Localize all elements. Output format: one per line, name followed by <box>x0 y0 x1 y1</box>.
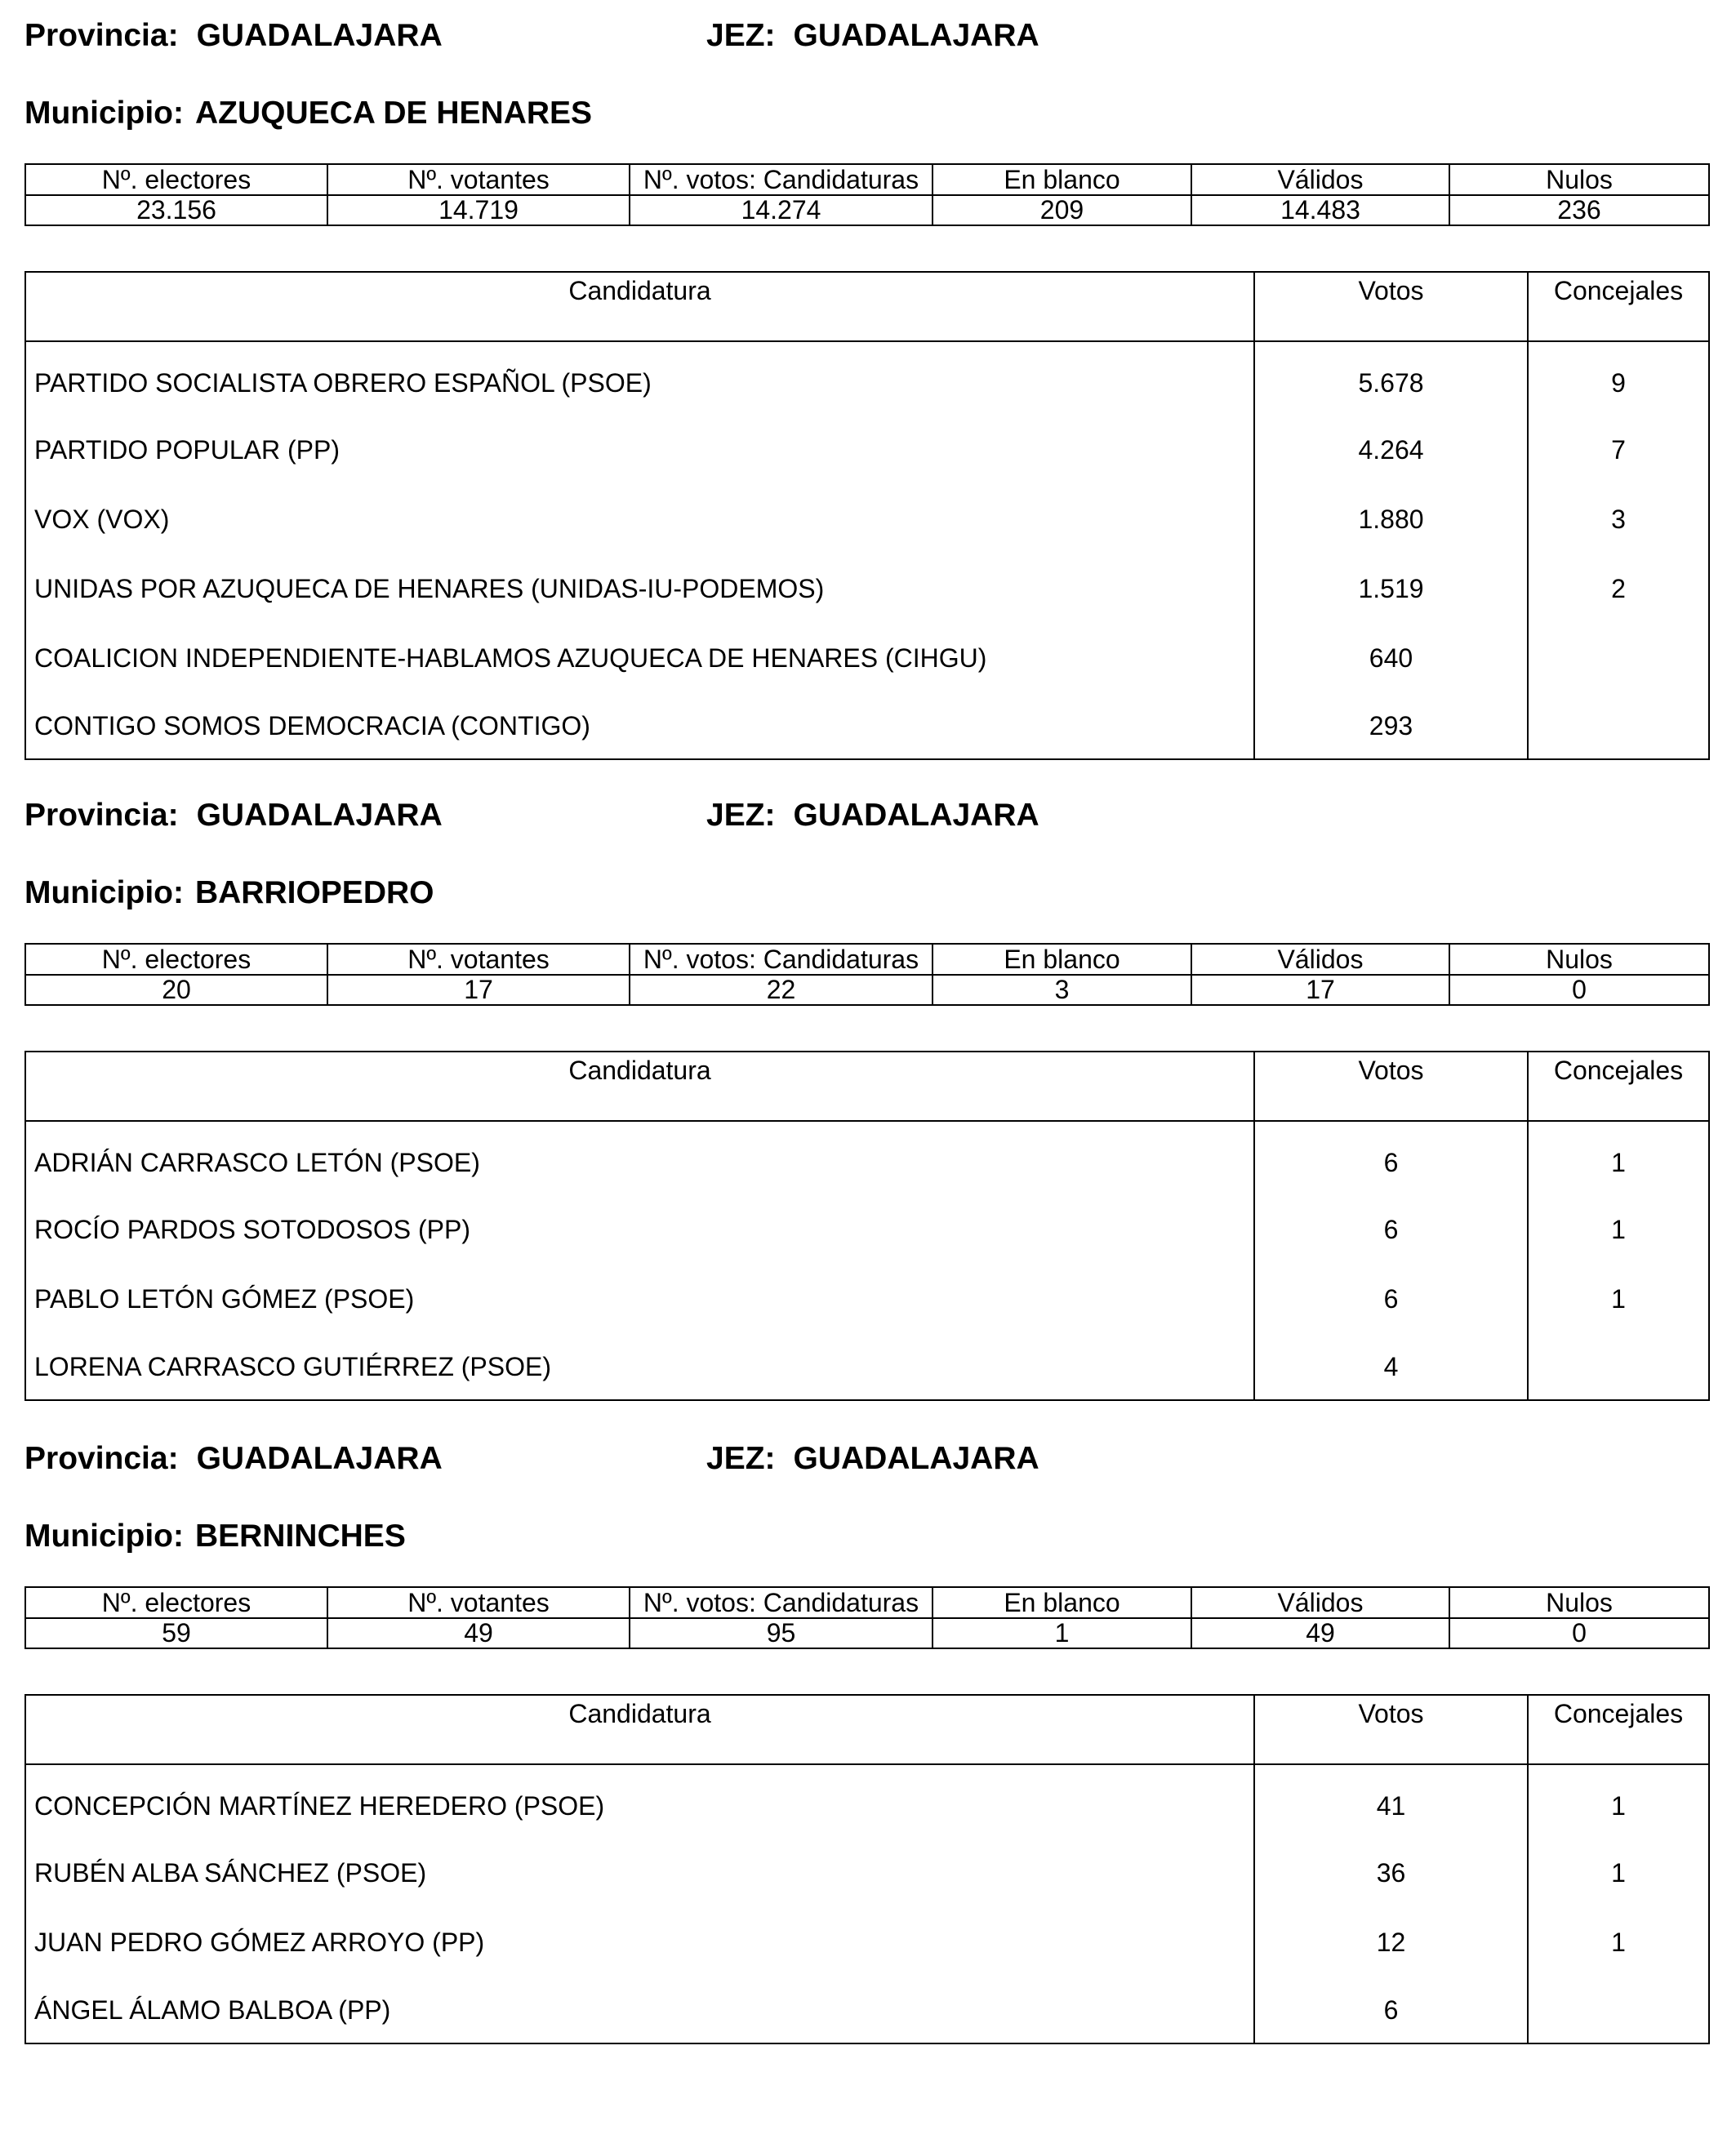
provincia-header <box>24 1439 443 1479</box>
jez-header <box>706 796 1039 835</box>
municipio-label: Municipio: <box>24 1519 184 1554</box>
table-row <box>25 1265 1709 1334</box>
summary-table <box>24 163 1710 226</box>
concejales-header: Concejales <box>1528 272 1709 341</box>
jez-header <box>706 16 1039 56</box>
summary-value-cell: 59 <box>25 1618 327 1648</box>
provincia-label: Provincia: <box>24 18 179 53</box>
candidatura-name: COALICION INDEPENDIENTE-HABLAMOS AZUQUECA DE HENARES (CIHGU) <box>25 624 1254 693</box>
summary-header-row <box>25 164 1709 195</box>
provincia-header <box>24 16 443 56</box>
summary-header-cell: Válidos <box>1191 164 1449 195</box>
votos-header: Votos <box>1254 1052 1528 1121</box>
summary-value-cell: 1 <box>933 1618 1191 1648</box>
municipio-value: BERNINCHES <box>194 1519 406 1554</box>
summary-value-row <box>25 195 1709 225</box>
votos-value: 6 <box>1254 1121 1528 1195</box>
votos-value: 12 <box>1254 1908 1528 1977</box>
table-row <box>25 1764 1709 1839</box>
summary-value-cell: 0 <box>1449 975 1709 1005</box>
candidatura-header: Candidatura <box>25 272 1254 341</box>
summary-value-cell: 23.156 <box>25 195 327 225</box>
candidaturas-table <box>24 1694 1710 2044</box>
provincia-value: GUADALAJARA <box>196 798 443 833</box>
concejales-value <box>1528 624 1709 693</box>
jez-value: GUADALAJARA <box>793 18 1039 53</box>
table-row <box>25 1908 1709 1977</box>
candidatura-name: PABLO LETÓN GÓMEZ (PSOE) <box>25 1265 1254 1334</box>
provincia-header <box>24 796 443 835</box>
table-row <box>25 485 1709 554</box>
candidatura-name: VOX (VOX) <box>25 485 1254 554</box>
candidatura-header: Candidatura <box>25 1695 1254 1764</box>
summary-value-cell: 236 <box>1449 195 1709 225</box>
concejales-value <box>1528 693 1709 759</box>
summary-value-cell: 3 <box>933 975 1191 1005</box>
summary-header-cell: Nº. votos: Candidaturas <box>630 944 933 975</box>
summary-value-cell: 14.274 <box>630 195 933 225</box>
summary-value-cell: 17 <box>1191 975 1449 1005</box>
votos-header: Votos <box>1254 272 1528 341</box>
summary-value-cell: 0 <box>1449 1618 1709 1648</box>
summary-value-cell: 14.719 <box>327 195 630 225</box>
candidatura-name: JUAN PEDRO GÓMEZ ARROYO (PP) <box>25 1908 1254 1977</box>
summary-header-cell: Nº. electores <box>25 944 327 975</box>
votos-value: 36 <box>1254 1839 1528 1908</box>
candidatura-name: PARTIDO SOCIALISTA OBRERO ESPAÑOL (PSOE) <box>25 341 1254 416</box>
concejales-value: 7 <box>1611 435 1626 465</box>
candidatura-name: ADRIÁN CARRASCO LETÓN (PSOE) <box>25 1121 1254 1195</box>
votos-value: 41 <box>1254 1764 1528 1839</box>
municipio-header <box>24 94 592 133</box>
candidatura-name: ROCÍO PARDOS SOTODOSOS (PP) <box>25 1195 1254 1265</box>
votos-value: 4.264 <box>1254 416 1528 485</box>
municipio-header <box>24 874 434 913</box>
summary-value-cell: 49 <box>1191 1618 1449 1648</box>
votos-value: 4 <box>1254 1334 1528 1400</box>
provincia-label: Provincia: <box>24 1441 179 1476</box>
table-row <box>25 624 1709 693</box>
summary-header-cell: Nº. votos: Candidaturas <box>630 1587 933 1618</box>
table-row <box>25 1121 1709 1195</box>
candidaturas-table <box>24 271 1710 760</box>
summary-header-row <box>25 1587 1709 1618</box>
jez-value: GUADALAJARA <box>793 1441 1039 1476</box>
summary-header-cell: Nº. electores <box>25 164 327 195</box>
summary-value-cell: 209 <box>933 195 1191 225</box>
municipio-label: Municipio: <box>24 96 184 131</box>
votos-value: 293 <box>1254 693 1528 759</box>
municipio-header <box>24 1517 406 1556</box>
summary-header-cell: Válidos <box>1191 1587 1449 1618</box>
candidatura-name: PARTIDO POPULAR (PP) <box>25 416 1254 485</box>
summary-header-cell: Nulos <box>1449 164 1709 195</box>
concejales-header: Concejales <box>1528 1052 1709 1121</box>
candidatura-name: ÁNGEL ÁLAMO BALBOA (PP) <box>25 1977 1254 2043</box>
concejales-value <box>1528 1977 1709 2043</box>
municipio-value: BARRIOPEDRO <box>194 875 434 910</box>
candidatura-header: Candidatura <box>25 1052 1254 1121</box>
summary-value-cell: 14.483 <box>1191 195 1449 225</box>
summary-header-cell: Nº. votantes <box>327 944 630 975</box>
concejales-value <box>1528 1334 1709 1400</box>
provincia-label: Provincia: <box>24 798 179 833</box>
concejales-value: 1 <box>1611 1928 1626 1957</box>
summary-header-row <box>25 944 1709 975</box>
summary-value-cell: 17 <box>327 975 630 1005</box>
summary-value-cell: 20 <box>25 975 327 1005</box>
table-row <box>25 416 1709 485</box>
municipio-label: Municipio: <box>24 875 184 910</box>
concejales-value: 3 <box>1611 505 1626 534</box>
candidatura-name: LORENA CARRASCO GUTIÉRREZ (PSOE) <box>25 1334 1254 1400</box>
summary-header-cell: En blanco <box>933 944 1191 975</box>
summary-header-cell: Válidos <box>1191 944 1449 975</box>
table-row <box>25 693 1709 759</box>
candidaturas-header-row <box>25 1052 1709 1121</box>
votos-value: 1.519 <box>1254 554 1528 624</box>
votos-value: 6 <box>1254 1265 1528 1334</box>
votos-value: 6 <box>1254 1195 1528 1265</box>
table-row <box>25 1334 1709 1400</box>
summary-value-row <box>25 975 1709 1005</box>
summary-table <box>24 1586 1710 1649</box>
summary-header-cell: En blanco <box>933 1587 1191 1618</box>
concejales-value: 1 <box>1611 1858 1626 1888</box>
jez-label: JEZ: <box>706 18 776 53</box>
municipio-value: AZUQUECA DE HENARES <box>194 96 593 131</box>
votos-value: 5.678 <box>1254 341 1528 416</box>
summary-header-cell: Nº. votos: Candidaturas <box>630 164 933 195</box>
provincia-value: GUADALAJARA <box>196 1441 443 1476</box>
candidatura-name: RUBÉN ALBA SÁNCHEZ (PSOE) <box>25 1839 1254 1908</box>
table-row <box>25 1977 1709 2043</box>
candidatura-name: CONCEPCIÓN MARTÍNEZ HEREDERO (PSOE) <box>25 1764 1254 1839</box>
table-row <box>25 554 1709 624</box>
concejales-value: 1 <box>1611 1147 1626 1177</box>
candidaturas-header-row <box>25 272 1709 341</box>
summary-value-cell: 22 <box>630 975 933 1005</box>
candidatura-name: UNIDAS POR AZUQUECA DE HENARES (UNIDAS-IU-PODEMOS) <box>25 554 1254 624</box>
summary-header-cell: Nº. votantes <box>327 1587 630 1618</box>
votos-header: Votos <box>1254 1695 1528 1764</box>
concejales-header: Concejales <box>1528 1695 1709 1764</box>
summary-header-cell: Nº. electores <box>25 1587 327 1618</box>
votos-value: 1.880 <box>1254 485 1528 554</box>
summary-header-cell: Nulos <box>1449 944 1709 975</box>
concejales-value: 9 <box>1611 367 1626 398</box>
summary-header-cell: Nº. votantes <box>327 164 630 195</box>
table-row <box>25 1839 1709 1908</box>
jez-value: GUADALAJARA <box>793 798 1039 833</box>
jez-header <box>706 1439 1039 1479</box>
summary-header-cell: Nulos <box>1449 1587 1709 1618</box>
jez-label: JEZ: <box>706 1441 776 1476</box>
summary-value-cell: 95 <box>630 1618 933 1648</box>
candidatura-name: CONTIGO SOMOS DEMOCRACIA (CONTIGO) <box>25 693 1254 759</box>
concejales-value: 1 <box>1611 1790 1626 1821</box>
summary-table <box>24 943 1710 1006</box>
table-row <box>25 341 1709 416</box>
concejales-value: 2 <box>1611 574 1626 603</box>
provincia-value: GUADALAJARA <box>196 18 443 53</box>
votos-value: 640 <box>1254 624 1528 693</box>
concejales-value: 1 <box>1611 1284 1626 1314</box>
summary-value-row <box>25 1618 1709 1648</box>
summary-value-cell: 49 <box>327 1618 630 1648</box>
table-row <box>25 1195 1709 1265</box>
candidaturas-header-row <box>25 1695 1709 1764</box>
summary-header-cell: En blanco <box>933 164 1191 195</box>
concejales-value: 1 <box>1611 1215 1626 1244</box>
votos-value: 6 <box>1254 1977 1528 2043</box>
jez-label: JEZ: <box>706 798 776 833</box>
candidaturas-table <box>24 1051 1710 1401</box>
